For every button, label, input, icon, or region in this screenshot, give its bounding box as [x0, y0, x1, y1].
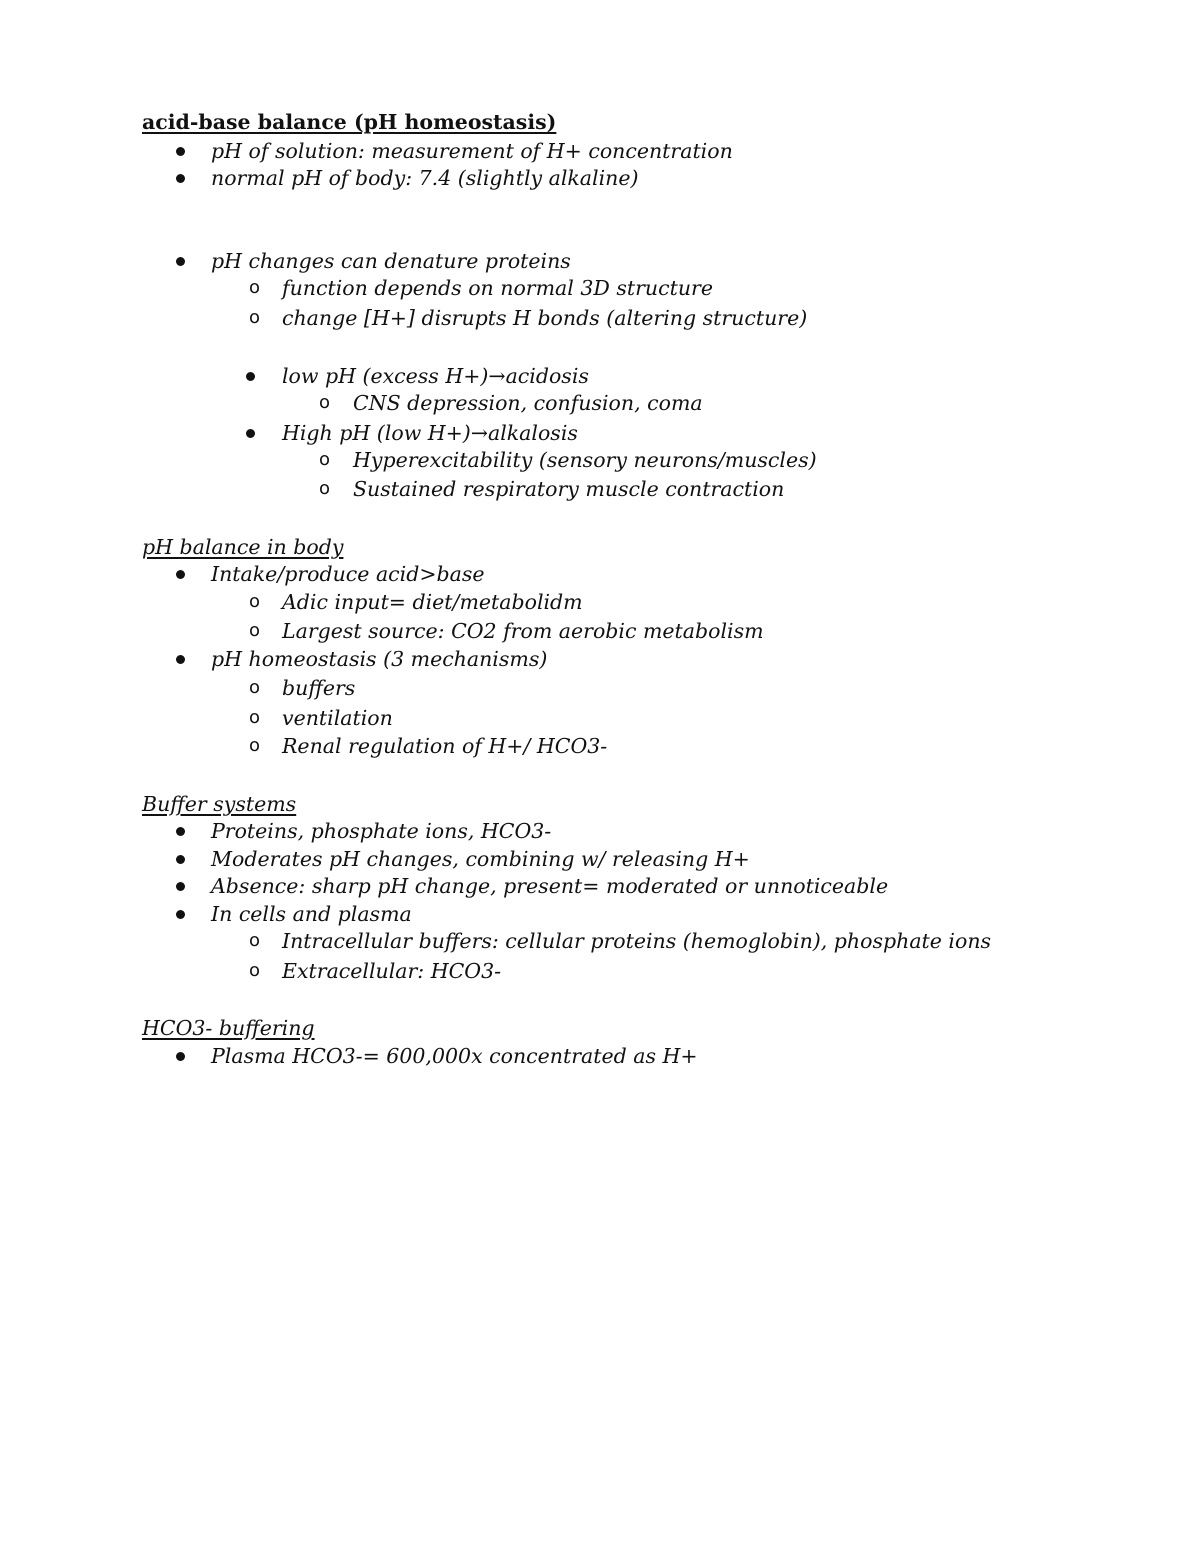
bullet — [176, 1052, 185, 1061]
sub-bullet-marker: o — [249, 735, 261, 756]
list-item: pH homeostasis (3 mechanisms) — [211, 647, 548, 671]
list-item: Hyperexcitability (sensory neurons/muscles) — [353, 448, 817, 472]
sub-bullet-marker: o — [249, 277, 261, 298]
sub-bullet-marker: o — [249, 960, 261, 981]
sub-bullet-marker: o — [249, 930, 261, 951]
list-item: Proteins, phosphate ions, HCO3- — [211, 819, 552, 843]
list-item: change [H+] disrupts H bonds (altering structure) — [282, 306, 808, 330]
sub-bullet-marker: o — [249, 620, 261, 641]
list-item: low pH (excess H+)→acidosis — [282, 364, 589, 388]
bullet — [176, 147, 185, 156]
list-item: CNS depression, confusion, coma — [353, 391, 703, 415]
list-item: normal pH of body: 7.4 (slightly alkaline) — [211, 166, 639, 190]
list-item: Renal regulation of H+/ HCO3- — [282, 734, 608, 758]
bullet — [176, 174, 185, 183]
heading-hco3-buffering: HCO3- buffering — [142, 1016, 315, 1040]
bullet — [246, 372, 255, 381]
sub-bullet-marker: o — [249, 591, 261, 612]
list-item: Sustained respiratory muscle contraction — [353, 477, 785, 501]
list-item: High pH (low H+)→alkalosis — [282, 421, 578, 445]
bullet — [176, 257, 185, 266]
list-item: function depends on normal 3D structure — [282, 276, 713, 300]
heading-buffer-systems: Buffer systems — [142, 792, 297, 816]
sub-bullet-marker: o — [249, 677, 261, 698]
list-item: Adic input= diet/metabolidm — [282, 590, 583, 614]
list-item: Moderates pH changes, combining w/ releasing H+ — [211, 847, 750, 871]
sub-bullet-marker: o — [319, 449, 331, 470]
list-item: In cells and plasma — [211, 902, 412, 926]
list-item: Absence: sharp pH change, present= moderated or unnoticeable — [211, 874, 889, 898]
sub-bullet-marker: o — [319, 392, 331, 413]
list-item: buffers — [282, 676, 356, 700]
list-item: Largest source: CO2 from aerobic metabolism — [282, 619, 764, 643]
list-item: pH changes can denature proteins — [211, 249, 571, 273]
sub-bullet-marker: o — [319, 478, 331, 499]
sub-bullet-marker: o — [249, 707, 261, 728]
bullet — [176, 855, 185, 864]
heading-ph-balance: pH balance in body — [142, 535, 344, 559]
bullet — [176, 827, 185, 836]
heading-acid-base: acid-base balance (pH homeostasis) — [142, 110, 557, 134]
bullet — [176, 910, 185, 919]
list-item: ventilation — [282, 706, 393, 730]
bullet — [176, 570, 185, 579]
list-item: pH of solution: measurement of H+ concentration — [211, 139, 733, 163]
list-item: Intracellular buffers: cellular proteins (hemoglobin), phosphate ions — [282, 929, 992, 953]
bullet — [176, 882, 185, 891]
bullet — [176, 655, 185, 664]
list-item: Extracellular: HCO3- — [282, 959, 502, 983]
bullet — [246, 429, 255, 438]
sub-bullet-marker: o — [249, 307, 261, 328]
list-item: Plasma HCO3-= 600,000x concentrated as H+ — [211, 1044, 698, 1068]
list-item: Intake/produce acid>base — [211, 562, 485, 586]
